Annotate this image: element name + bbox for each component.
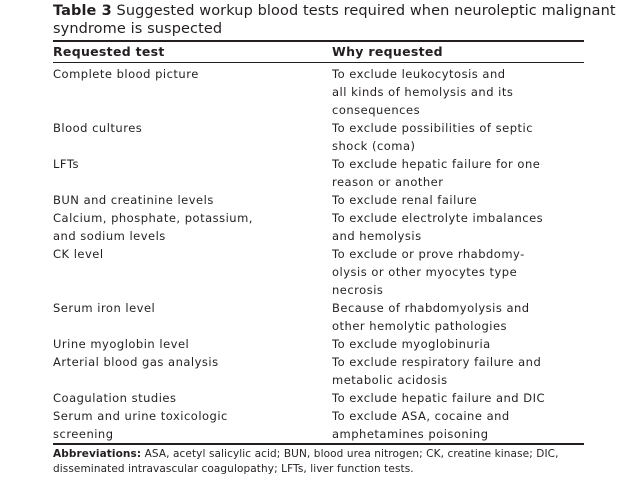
table-caption: [53, 2, 633, 38]
cell-requested-test: Coagulation studies: [53, 391, 177, 405]
cell-why-requested: To exclude electrolyte imbalances and hemolysis: [332, 211, 544, 243]
cell-why-requested: To exclude hepatic failure for one reason or another: [332, 157, 541, 189]
cell-why-requested: To exclude possibilities of septic shock (coma): [332, 121, 534, 153]
footnote-text: ASA, acetyl salicylic acid; BUN, blood urea nitrogen; CK, creatine kinase; DIC, disseminated intravascular coagulopathy; LFTs, liver function tests.: [53, 448, 559, 475]
cell-requested-test: BUN and creatinine levels: [53, 193, 214, 207]
column-header-why-requested: Why requested: [332, 44, 443, 59]
cell-why-requested: Because of rhabdomyolysis and other hemolytic pathologies: [332, 301, 530, 333]
cell-requested-test: CK level: [53, 247, 104, 261]
cell-requested-test: Blood cultures: [53, 121, 143, 135]
table-row: [0, 245, 638, 299]
cell-requested-test: Arterial blood gas analysis: [53, 355, 219, 369]
table-row: [0, 335, 638, 353]
cell-requested-test: Urine myoglobin level: [53, 337, 190, 351]
abbreviations-footnote: [53, 447, 623, 477]
table-row: [0, 191, 638, 209]
cell-requested-test: Complete blood picture: [53, 67, 199, 81]
bottom-rule: [53, 443, 584, 445]
table-body: [0, 65, 638, 443]
table-row: [0, 407, 638, 443]
top-rule: [53, 40, 584, 42]
table-row: [0, 65, 638, 119]
cell-why-requested: To exclude ASA, cocaine and amphetamines poisoning: [332, 409, 510, 441]
cell-why-requested: To exclude renal failure: [332, 193, 478, 207]
footnote-label: Abbreviations:: [53, 448, 142, 460]
column-header-requested-test: Requested test: [53, 44, 165, 59]
cell-requested-test: Serum iron level: [53, 301, 156, 315]
cell-requested-test: LFTs: [53, 157, 79, 171]
cell-why-requested: To exclude leukocytosis and all kinds of hemolysis and its consequences: [332, 67, 514, 117]
table-row: [0, 299, 638, 335]
cell-why-requested: To exclude respiratory failure and metabolic acidosis: [332, 355, 542, 387]
table-caption-text: Suggested workup blood tests required when neuroleptic malignant syndrome is suspected: [53, 3, 616, 37]
cell-why-requested: To exclude or prove rhabdomy- olysis or other myocytes type necrosis: [332, 247, 525, 297]
header-rule: [53, 62, 584, 63]
cell-requested-test: Serum and urine toxicologic screening: [53, 409, 228, 441]
table-caption-label: Table 3: [53, 3, 112, 19]
cell-requested-test: Calcium, phosphate, potassium, and sodium levels: [53, 211, 253, 243]
table-row: [0, 155, 638, 191]
table-row: [0, 119, 638, 155]
table-row: [0, 353, 638, 389]
cell-why-requested: To exclude hepatic failure and DIC: [332, 391, 546, 405]
table-row: [0, 389, 638, 407]
cell-why-requested: To exclude myoglobinuria: [332, 337, 491, 351]
table-row: [0, 209, 638, 245]
